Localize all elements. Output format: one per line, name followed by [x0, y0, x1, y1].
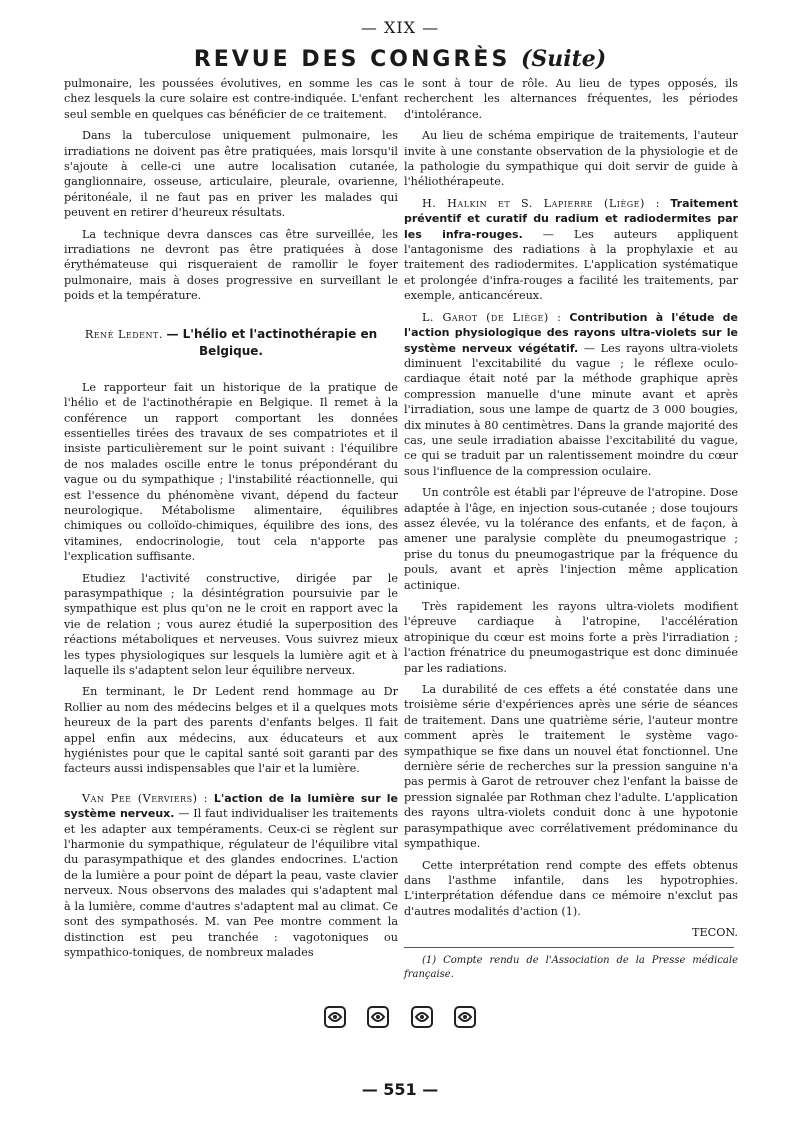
paragraph	[64, 791, 398, 960]
paragraph: En terminant, le Dr Ledent rend hommage au Dr Rollier au nom des médecins belges et il a quelques mots heureux de la part des parents d'enfants belges. Il fait appel enfin aux médecins, aux éducateurs et aux hygiénistes pour que le capital santé soit garanti par des facteurs aussi indispensables que l'air et la lumière.	[64, 685, 398, 776]
section-title: — L'hélio et l'actinothérapie en Belgique.	[166, 326, 378, 358]
header-suite: (Suite)	[520, 46, 607, 72]
section-heading	[64, 326, 398, 360]
paragraph: Très rapidement les rayons ultra-violets modifient l'épreuve cardiaque à l'atropine, l'accélération atropinique du cœur est moins forte a près l'irradiation ; l'action frénatrice du pneumogastrique est donc diminuée par les radiations.	[404, 600, 738, 675]
paragraph: Au lieu de schéma empirique de traitements, l'auteur invite à une constante observation de la physiologie et de la pathologie du sympathique qui doit servir de guide à l'héliothérapeute.	[404, 129, 738, 189]
paragraph: Un contrôle est établi par l'épreuve de l'atropine. Dose adaptée à l'âge, en injection sous-cutanée ; dose toujours assez élevée, vu la tolérance des enfants, et de façon, à amener une paralysie complète du pneumogastrique ; prise du tonus du pneumogastrique par la fréquence du pouls, avant et après l'injection même application actinique.	[404, 486, 738, 592]
paragraph	[404, 196, 738, 304]
knot-ornament-icon	[324, 1006, 346, 1028]
header-title: REVUE DES CONGRÈS	[193, 47, 511, 72]
paper-text: — Les auteurs appliquent l'antagonisme des radiations à la prophylaxie et au traitement des radiodermites. L'application systématique et prolongée d'infra-rouges a facilité les traitements, par exemple, anticancéreux.	[404, 227, 738, 303]
paper-text: — Les rayons ultra-violets diminuent l'excitabilité du vague ; le réflexe oculo-cardiaque était noté par la méthode graphique après compression manuelle d'une minute avant et après l'irradiation, sous une lampe de quartz de 3 000 bougies, dix minutes à 80 centimètres. Dans la grande majorité des cas, une seule irradiation abaisse l'excitabilité du vague, ce qui se traduit par un ralentissement moindre du cœur sous l'influence de la compression oculaire.	[404, 341, 738, 478]
paragraph: Le rapporteur fait un historique de la pratique de l'hélio et de l'actinothérapie en Belgique. Il remet à la conférence un rapport comportant les données essentielles tirées des travaux de ses compatriotes et il insiste particulièrement sur le point suivant : l'équilibre de nos malades oscille entre le tonus prépondérant du vague ou du sympathique ; l'instabilité réactionnelle, qui est l'essence du phénomène vivant, dépend du facteur neurologique. Métabolisme alimentaire, équilibres chimiques ou colloïdo-chimiques, équilibre des ions, des vitamines, endocrinologie, tout cela n'apporte pas l'explication suffisante.	[64, 380, 398, 564]
paragraph	[404, 310, 738, 479]
page-header	[0, 46, 800, 72]
paragraph: La durabilité de ces effets a été constatée dans une troisième série d'expériences après une série de séances de traitement. Dans une quatrième série, l'auteur montre comment après le traitement le système vago-sympathique se fixe dans un nouvel état fonctionnel. Une dernière série de recherches sur la pression sanguine n'a pas permis à Garot de retrouver chez l'enfant la baisse de pression signalée par Rothman chez l'adulte. L'application des rayons ultra-violets conduit donc à une hypotonie parasympathique avec corrélativement prédominance du sympathique.	[404, 683, 738, 851]
roman-page-number: — XIX —	[360, 18, 440, 37]
ornament-row	[0, 1006, 800, 1032]
paper-title: Contribution à l'étude de l'action physiologique des rayons ultra-violets sur le système nerveux végétatif.	[404, 310, 738, 355]
knot-ornament-icon	[367, 1006, 389, 1028]
left-column	[64, 76, 398, 966]
section-author: René Ledent.	[84, 327, 163, 341]
paper-title: L'action de la lumière sur le système nerveux.	[64, 791, 398, 821]
paragraph: Cette interprétation rend compte des effets obtenus dans l'asthme infantile, dans les hypotrophies. L'interprétation défendue dans ce mémoire n'exclut pas d'autres modalités d'action (1).	[404, 858, 738, 918]
knot-ornament-icon	[411, 1006, 433, 1028]
paper-author: Van Pee (Verviers) :	[82, 791, 209, 805]
paper-author: L. Garot (de Liège) :	[422, 310, 562, 324]
knot-ornament-icon	[454, 1006, 476, 1028]
paragraph: Dans la tuberculose uniquement pulmonaire, les irradiations ne doivent pas être pratiquées, mais lorsqu'il s'ajoute à celle-ci une autre localisation cutanée, ganglionnaire, osseuse, articulaire, pleurale, ovarienne, péritonéale, il ne faut pas en priver les malades qui peuvent en retirer d'heureux résultats.	[64, 129, 398, 220]
signature: TECON.	[692, 926, 738, 940]
footnote-divider	[404, 947, 734, 948]
paragraph: le sont à tour de rôle. Au lieu de types opposés, ils recherchent les alternances fréquentes, les périodes d'intolérance.	[404, 77, 738, 121]
page-number: — 551 —	[361, 1080, 439, 1099]
paper-title: Traitement préventif et curatif du radium et radiodermites par les infra-rouges.	[404, 196, 739, 241]
footnote: (1) Compte rendu de l'Association de la Presse médicale française.	[404, 954, 738, 980]
paper-text: — Il faut individualiser les traitements et les adapter aux tempéraments. Ceux-ci se règlent sur l'harmonie du sympathique, régulateur de l'équilibre vital du parasympathique et des glandes endocrines. L'action de la lumière a pour point de départ la peau, vaste clavier nerveux. Nous observons des malades qui s'adaptent mal à la lumière, comme d'autres s'adaptent mal au climat. Ce sont des sympathosés. M. van Pee montre comment la distinction est peu tranchée : vagotoniques ou sympathico-toniques, de nombreux malades	[64, 807, 398, 959]
paper-author: H. Halkin et S. Lapierre (Liège) :	[422, 196, 660, 210]
right-column	[404, 76, 738, 988]
paragraph: pulmonaire, les poussées évolutives, en somme les cas chez lesquels la cure solaire est contre-indiquée. L'enfant seul semble en quelques cas bénéficier de ce traitement.	[64, 77, 398, 121]
paragraph: Etudiez l'activité constructive, dirigée par le parasympathique ; la désintégration poursuivie par le sympathique est plus qu'on ne le croit en rapport avec la vie de relation ; vous aurez étudié la superposition des réactions métaboliques et nerveuses. Vous suivrez mieux les types physiologiques sur lesquels la lumière agit et à laquelle ils s'adaptent selon leur équilibre nerveux.	[64, 571, 398, 677]
paragraph: La technique devra dansces cas être surveillée, les irradiations ne devront pas être pratiquées à dose érythémateuse qui risqueraient de ramollir le foyer pulmonaire, mais à doses progressive en surveillant le poids et la température.	[64, 227, 398, 303]
